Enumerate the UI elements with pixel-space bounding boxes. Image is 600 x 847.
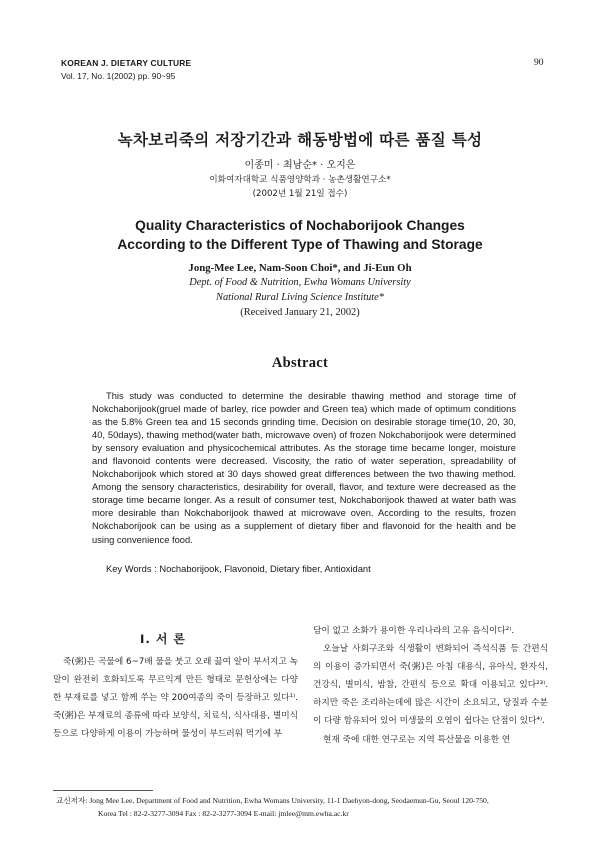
english-authors: Jong-Mee Lee, Nam-Soon Choi*, and Ji-Eun Oh (188, 262, 412, 274)
english-affiliation-1: Dept. of Food & Nutrition, Ewha Womans University (189, 277, 411, 288)
footnote-line-2: Korea Tel : 82-2-3277-3094 Fax : 82-2-3277-3094 E-mail: jmlee@mm.ewha.ac.kr (98, 809, 349, 818)
english-received-date: (Received January 21, 2002) (240, 307, 360, 318)
corresponding-author-footnote (56, 794, 556, 820)
page-number: 90 (534, 58, 544, 68)
right-column-paragraph-2: 현재 죽에 대한 연구로는 지역 특산물을 이용한 연 (323, 735, 511, 745)
keywords-label: Key Words (106, 564, 152, 574)
keywords (106, 564, 371, 574)
english-title-line-1: Quality Characteristics of Nochaborijook Changes (135, 218, 465, 233)
left-column-text: 죽(粥)은 곡물에 6~7배 물을 붓고 오래 끓여 알이 부서지고 녹말이 완전히 호화되도록 무르익게 만든 형태로 문헌상에는 다양한 부재료를 넣고 함께 쑤는 약 200여종의 죽이 등장하고 있다¹⁾. 죽(粥)은 부재료의 종류에 따라 보양식, 치료식, 식사대용, 별미식 등으로 다양하게 이용이 가능하며 물성이 부드러워 먹기에 부 (53, 657, 298, 740)
korean-received-date: (2002년 1월 21일 접수) (252, 189, 348, 199)
korean-authors: 이종미 · 최남순* · 오지은 (244, 160, 356, 171)
journal-volume: Vol. 17, No. 1(2002) pp. 90~95 (61, 71, 176, 81)
korean-title: 녹차보리죽의 저장기간과 해동방법에 따른 품질 특성 (117, 131, 483, 149)
right-column-paragraph-1: 오늘날 사회구조와 식생활이 변화되어 즉석식품 등 간편식의 이용이 증가되면서 죽(粥)은 아침 대용식, 유아식, 환자식, 건강식, 별미식, 밤참, 간편식 등으로 확대 이용되고 있다²³⁾. 하지만 죽은 조리하는데에 많은 시간이 소요되고, 당질과 수분이 다량 함유되어 있어 미생물의 오염이 쉽다는 단점이 있다⁴⁾. (313, 644, 548, 727)
english-affiliation-2: National Rural Living Science Institute* (216, 292, 384, 303)
right-column-continuation: 담이 없고 소화가 용이한 우리나라의 고유 음식이다²⁾. (313, 626, 515, 636)
section-heading-introduction: Ⅰ. 서 론 (140, 632, 186, 646)
english-title-line-2: According to the Different Type of Thawing and Storage (117, 237, 483, 252)
footnote-line-1: 교신저자: Jong Mee Lee, Department of Food and Nutrition, Ewha Womans University, 11-1 Daehyon-dong, Seodaemun-Gu, Seoul 120-750, (56, 796, 489, 805)
footnote-divider (53, 790, 153, 791)
keywords-list: : Nochaborijook, Flavonoid, Dietary fiber, Antioxidant (151, 564, 371, 574)
abstract-heading: Abstract (271, 355, 329, 371)
korean-affiliation: 이화여자대학교 식품영양학과 · 농촌생활연구소* (209, 175, 391, 185)
journal-name: KOREAN J. DIETARY CULTURE (61, 58, 192, 68)
abstract-body: This study was conducted to determine the desirable thawing method and storage time of Nokchaborijook(gruel made of barley, rice powder and Green tea) which made of optimum conditions as the 5.8% Green tea and 15 seconds grinding time. Decision on desirable storage time(10, 20, 30, 40, 50days), thawing method(water bath, microwave oven) of frozen Nokchaborijook were determined by sensory evaluation and physicochemical attributes. As the storage time became longer, moisture and flavonoid contents were decreased. Viscosity, the ratio of water seperation, spreadability of Nokchaborijook which stored at 30 days showed great differences between the two thawing method. Among the sensory characteristics, desirability for overall, flavor, and texture were decreased as the storage time became longer. As a result of consumer test, Nokchaborijook thawed at water bath was more desirable than Nokchaborijook thawed at microwave oven. According to the results, frozen Nokchaborijook can be using as a supplement of dietary fiber and flavonoid for the health and be using convenience food. (92, 391, 516, 545)
